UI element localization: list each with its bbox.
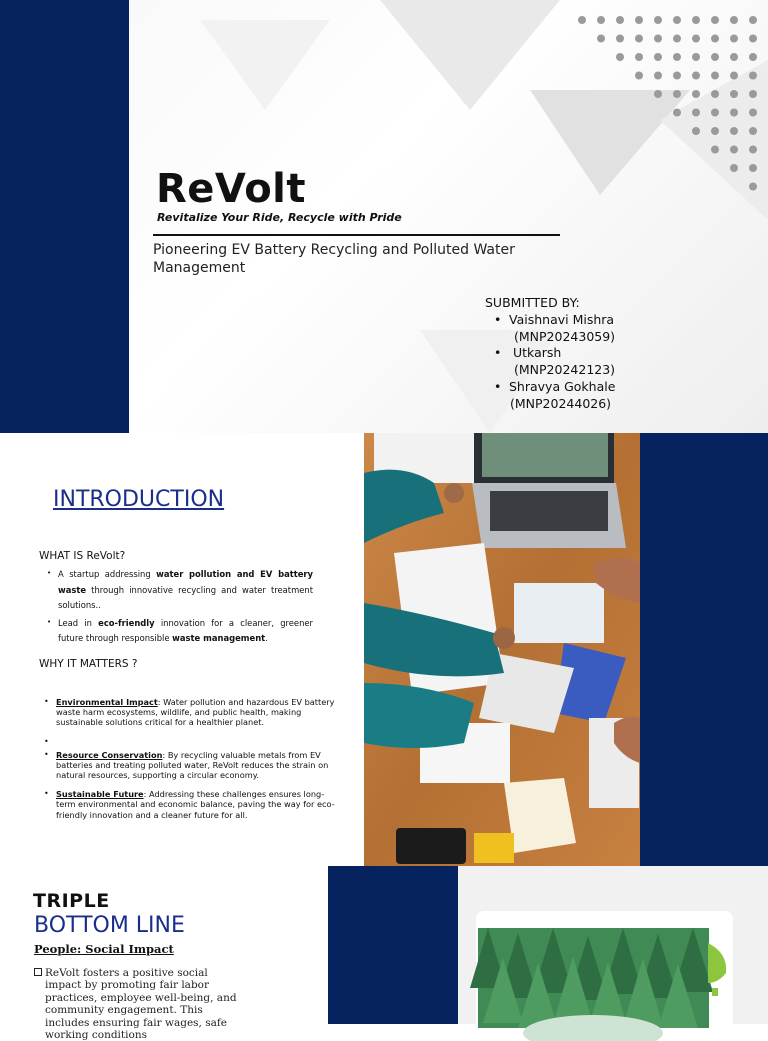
decor-dot — [730, 109, 738, 117]
decor-dot — [616, 16, 624, 24]
decor-dot — [692, 127, 700, 135]
decor-dot — [749, 164, 757, 172]
what-is-list — [47, 567, 313, 649]
member-id: (MNP20244026) — [510, 395, 612, 411]
list-item: • Sustainable Future: Addressing these challenges ensures long-term environmental and economic balance, paving the way for eco-friendly innovation and a cleaner future for all. — [44, 789, 336, 820]
slide-title-line1: TRIPLE — [33, 890, 110, 912]
member-item: • Shravya Gokhale — [494, 378, 616, 394]
forest-illustration — [478, 928, 709, 1028]
section-paragraph: ReVolt fosters a positive social impact by promoting fair labor practices, employee well-being, and community engagement. This includes ensuring fair wages, safe working conditions — [34, 967, 244, 1041]
member-name: Vaishnavi Mishra — [509, 311, 615, 327]
decor-dot — [749, 127, 757, 135]
list-item: • Lead in eco-friendly innovation for a cleaner, greener future through responsible waste management. — [47, 616, 313, 647]
why-it-matters-list — [44, 697, 336, 829]
member-name: Utkarsh — [513, 345, 562, 361]
member-id: (MNP20243059) — [514, 328, 616, 344]
member-list — [485, 312, 615, 413]
navy-side-bar — [640, 433, 768, 866]
what-is-label: WHAT IS ReVolt? — [39, 550, 126, 562]
decor-dot — [711, 90, 719, 98]
decor-dot — [730, 127, 738, 135]
decor-dot — [749, 90, 757, 98]
decor-dot — [635, 35, 643, 43]
decor-dot — [730, 72, 738, 80]
decor-dot — [711, 35, 719, 43]
decor-dot — [692, 16, 700, 24]
decor-dot — [711, 109, 719, 117]
slide-heading: INTRODUCTION — [53, 487, 225, 512]
decor-dot — [730, 146, 738, 154]
member-name: Shravya Gokhale — [509, 378, 616, 394]
decor-dot — [673, 109, 681, 117]
decor-dot — [654, 90, 662, 98]
empty-list-item — [44, 737, 336, 747]
decor-dot — [730, 35, 738, 43]
decor-dot — [673, 16, 681, 24]
decor-dot — [597, 35, 605, 43]
decor-dot — [635, 53, 643, 61]
decor-dot — [711, 146, 719, 154]
decor-dot — [692, 72, 700, 80]
brand-tagline: Revitalize Your Ride, Recycle with Pride — [157, 211, 402, 224]
member-item: • Vaishnavi Mishra — [494, 311, 615, 327]
brand-title: ReVolt — [156, 166, 307, 212]
decor-dot — [692, 53, 700, 61]
decor-dot — [711, 16, 719, 24]
decor-dot — [749, 53, 757, 61]
green-leaf-decoration — [708, 938, 728, 998]
triple-bottom-line-slide — [0, 866, 768, 1041]
member-item: • Utkarsh — [494, 345, 562, 361]
decor-dot — [597, 16, 605, 24]
list-item: • Environmental Impact: Water pollution and hazardous EV battery waste harm ecosystems, wildlife, and public health, making sustainable solutions critical for a healthier planet. — [44, 697, 336, 728]
decor-dot — [749, 16, 757, 24]
navy-side-bar — [0, 0, 129, 433]
decor-dot — [654, 72, 662, 80]
slide-subtitle: Pioneering EV Battery Recycling and Polluted Water Management — [153, 242, 515, 276]
decor-dot — [730, 16, 738, 24]
decor-dot — [730, 164, 738, 172]
decor-dot — [749, 146, 757, 154]
decor-dot — [711, 53, 719, 61]
submitted-by-block — [485, 295, 615, 413]
checkbox-bullet-icon — [34, 968, 42, 976]
list-item: • Resource Conservation: By recycling valuable metals from EV batteries and treating polluted water, ReVolt reduces the strain on natural resources, supporting a circular economy. — [44, 750, 336, 781]
team-desk-photo — [364, 433, 640, 866]
decor-dot — [692, 35, 700, 43]
decor-dot — [692, 90, 700, 98]
decor-dot — [635, 16, 643, 24]
title-divider — [153, 234, 560, 236]
decor-dot — [635, 72, 643, 80]
dot-pattern-decoration — [576, 14, 766, 194]
decor-dot — [749, 109, 757, 117]
decor-dot — [730, 90, 738, 98]
decor-dot — [711, 72, 719, 80]
decor-dot — [654, 53, 662, 61]
introduction-slide — [0, 433, 768, 866]
decor-dot — [578, 16, 586, 24]
decor-dot — [654, 16, 662, 24]
decor-dot — [673, 72, 681, 80]
decor-dot — [749, 183, 757, 191]
decor-dot — [654, 35, 662, 43]
slide-title-line2: BOTTOM LINE — [34, 913, 185, 938]
decor-dot — [749, 72, 757, 80]
member-id: (MNP20242123) — [514, 362, 616, 378]
section-heading: People: Social Impact — [34, 942, 174, 956]
why-it-matters-label: WHY IT MATTERS ? — [39, 658, 138, 670]
decor-dot — [616, 53, 624, 61]
decor-dot — [616, 35, 624, 43]
submitted-by-label: SUBMITTED BY: — [485, 295, 580, 310]
decor-dot — [730, 53, 738, 61]
decor-dot — [692, 109, 700, 117]
decor-dot — [673, 90, 681, 98]
navy-center-bar — [328, 866, 458, 1024]
decor-dot — [673, 35, 681, 43]
decor-dot — [711, 127, 719, 135]
title-slide — [0, 0, 768, 433]
list-item: • A startup addressing water pollution and EV battery waste through innovative recycling and water treatment solutions.. — [47, 567, 313, 614]
decor-dot — [673, 53, 681, 61]
decor-dot — [749, 35, 757, 43]
